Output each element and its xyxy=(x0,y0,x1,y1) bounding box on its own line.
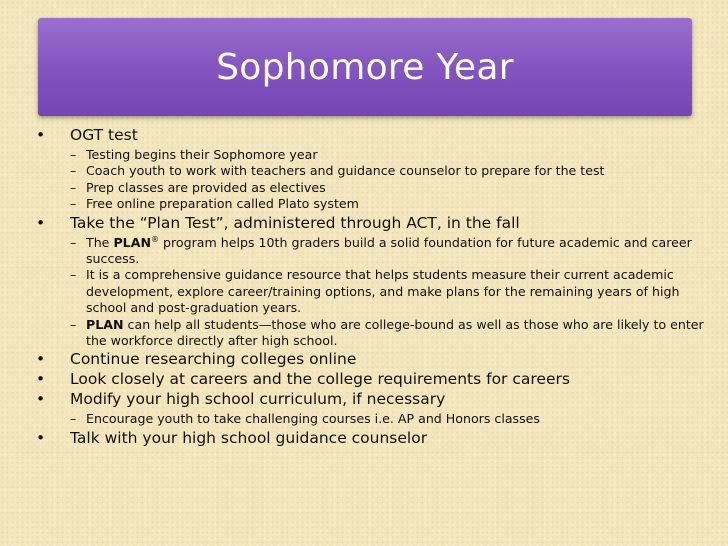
sub-bullet-item xyxy=(52,235,710,268)
bullet-text: Look closely at careers and the college requirements for careers xyxy=(70,370,570,389)
sub-bullet-text: can help all students—those who are college-bound as well as those who are likely to enter the workforce directly after high school. xyxy=(86,316,704,349)
sub-bullet-list xyxy=(34,411,710,427)
bullet-text: Continue researching colleges online xyxy=(70,350,357,369)
bullet-text: Take the “Plan Test”, administered through ACT, in the fall xyxy=(70,213,520,232)
plan-name: PLAN xyxy=(113,234,151,250)
sub-bullet-pre: The xyxy=(86,234,114,250)
bullet-icon: • xyxy=(36,350,46,369)
sub-bullet-item xyxy=(52,267,710,316)
bullet-item xyxy=(34,428,710,448)
dash-icon: – xyxy=(70,267,77,283)
sub-bullet-text: It is a comprehensive guidance resource that helps students measure their current academic development, explore career/training options, and make plans for the remaining years of high school and post-graduation years. xyxy=(86,267,680,316)
sub-bullet-text: Free online preparation called Plato system xyxy=(86,196,359,212)
bullet-text: Modify your high school curriculum, if necessary xyxy=(70,390,446,409)
sub-bullet-text: program helps 10th graders build a solid foundation for future academic and career success. xyxy=(86,234,692,267)
bullet-item xyxy=(34,369,710,389)
bullet-text: OGT test xyxy=(70,126,138,144)
dash-icon: – xyxy=(70,196,77,212)
dash-icon: – xyxy=(70,411,77,427)
dash-icon: – xyxy=(70,316,77,332)
sub-bullet-item xyxy=(52,196,710,212)
sub-bullet-item xyxy=(52,147,710,163)
sub-bullet-text: Testing begins their Sophomore year xyxy=(86,147,318,162)
bullet-item xyxy=(34,349,710,369)
bullet-item xyxy=(34,389,710,409)
dash-icon: – xyxy=(70,147,77,162)
bullet-text: Talk with your high school guidance counselor xyxy=(70,428,428,447)
sub-bullet-list xyxy=(34,147,710,213)
bullet-item xyxy=(34,125,710,145)
bullet-item xyxy=(34,213,710,233)
sub-bullet-item xyxy=(52,180,710,196)
bullet-icon: • xyxy=(36,126,46,144)
bullet-icon: • xyxy=(36,428,46,447)
sub-bullet-text: Encourage youth to take challenging courses i.e. AP and Honors classes xyxy=(86,411,540,427)
bullet-list xyxy=(34,125,710,448)
sub-bullet-item xyxy=(52,411,710,427)
sub-bullet-text: Prep classes are provided as electives xyxy=(86,179,326,195)
bullet-icon: • xyxy=(36,213,46,232)
slide-title: Sophomore Year xyxy=(216,46,514,88)
sub-bullet-list xyxy=(34,235,710,350)
sub-bullet-item xyxy=(52,163,710,179)
dash-icon: – xyxy=(70,179,77,195)
title-banner xyxy=(38,18,692,116)
bullet-icon: • xyxy=(36,370,46,389)
bullet-icon: • xyxy=(36,390,46,409)
plan-name: PLAN xyxy=(86,316,124,332)
dash-icon: – xyxy=(70,234,77,250)
dash-icon: – xyxy=(70,163,77,179)
sub-bullet-text: Coach youth to work with teachers and guidance counselor to prepare for the test xyxy=(86,163,605,179)
registered-mark: ® xyxy=(150,234,159,244)
sub-bullet-item xyxy=(52,317,710,350)
